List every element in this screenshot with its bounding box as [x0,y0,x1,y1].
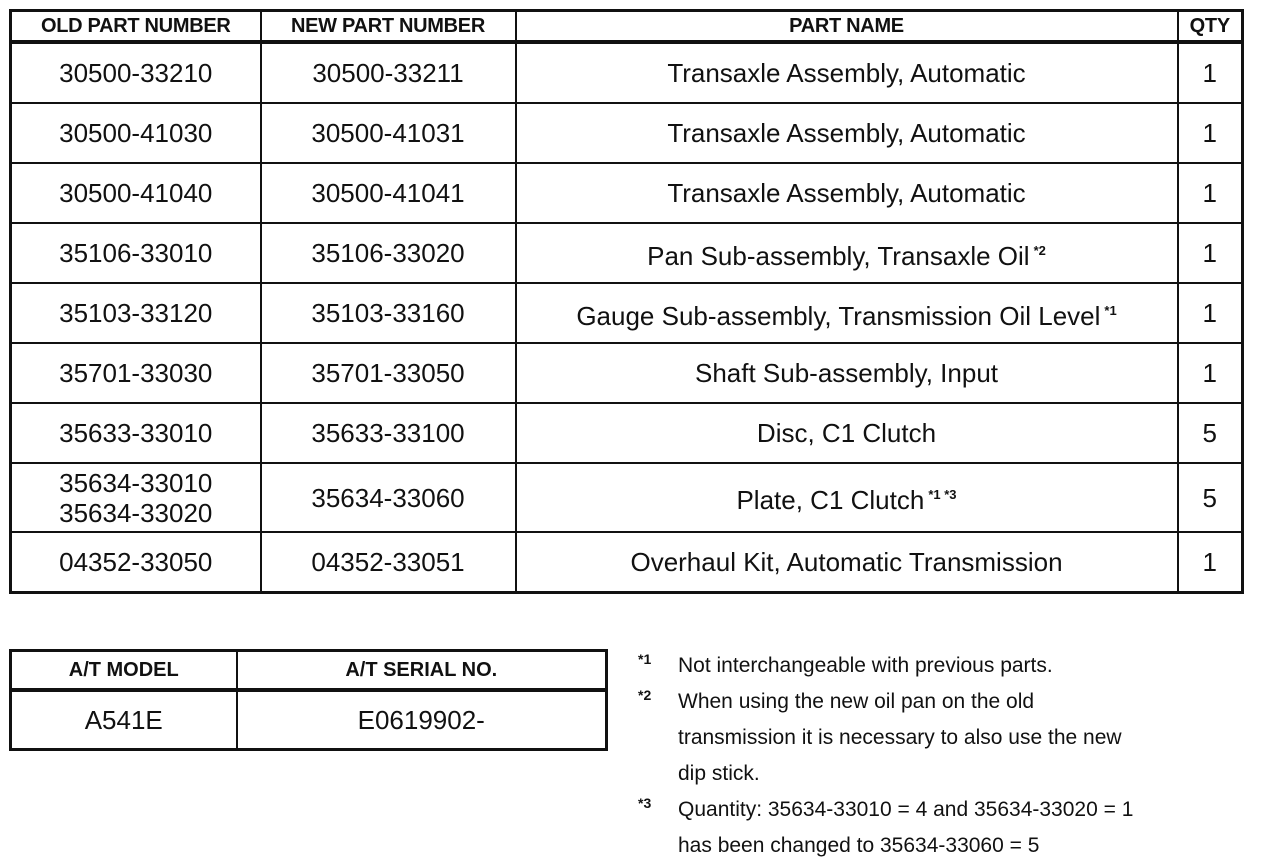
old-part-number-value: 35106-33010 [59,238,213,268]
qty: 1 [1178,223,1243,283]
old-part-number-value: 35633-33010 [59,418,213,448]
old-part-number [11,223,261,283]
footnote [638,684,1238,792]
old-part-number-value: 35103-33120 [59,298,213,328]
part-name-text: Transaxle Assembly, Automatic [667,58,1026,88]
table-row [11,42,1243,103]
header-at-serial: A/T SERIAL NO. [237,651,607,691]
qty: 1 [1178,532,1243,593]
footnote-line: has been changed to 35634-33060 = 5 [678,834,1040,857]
qty: 1 [1178,103,1243,163]
footnotes [638,648,1238,864]
footnote [638,648,1238,684]
footnote-text [678,648,1238,684]
old-part-number [11,403,261,463]
footnote [638,792,1238,864]
parts-table [9,9,1244,594]
old-part-number-value: 35634-33010 [59,467,213,498]
qty: 1 [1178,163,1243,223]
footnote-line: Not interchangeable with previous parts. [678,654,1053,677]
model-row [11,690,607,750]
new-part-number: 35103-33160 [261,283,516,343]
new-part-number: 04352-33051 [261,532,516,593]
header-new-part-number: NEW PART NUMBER [261,11,516,43]
at-model-value: A541E [11,690,237,750]
footnote-line: dip stick. [678,762,760,785]
part-name [516,463,1178,532]
header-old-part-number: OLD PART NUMBER [11,11,261,43]
table-row [11,283,1243,343]
model-table [9,649,608,751]
new-part-number: 35634-33060 [261,463,516,532]
parts-header-row [11,11,1243,43]
table-row [11,343,1243,403]
part-name-text: Shaft Sub-assembly, Input [694,358,998,388]
old-part-number-value: 30500-41040 [59,178,213,208]
part-name [516,343,1178,403]
old-part-number-value: 04352-33050 [59,547,213,577]
qty: 1 [1178,283,1243,343]
qty: 1 [1178,343,1243,403]
part-name [516,403,1178,463]
table-row [11,103,1243,163]
old-part-number [11,463,261,532]
header-part-name: PART NAME [516,11,1178,43]
part-name [516,163,1178,223]
table-row [11,532,1243,593]
table-row [11,223,1243,283]
footnote-line: transmission it is necessary to also use the new [678,726,1122,749]
footnote-text [678,792,1238,864]
footnote-marker: *1 *3 [928,487,957,502]
old-part-number-value: 35701-33030 [59,358,213,388]
table-row [11,163,1243,223]
footnote-mark: *2 [638,687,652,703]
qty: 1 [1178,42,1243,103]
parts-body [11,42,1243,593]
old-part-number [11,283,261,343]
old-part-number [11,163,261,223]
part-name-text: Transaxle Assembly, Automatic [667,178,1026,208]
qty: 5 [1178,463,1243,532]
table-row [11,403,1243,463]
new-part-number: 35633-33100 [261,403,516,463]
part-name [516,532,1178,593]
qty: 5 [1178,403,1243,463]
old-part-number [11,42,261,103]
at-serial-value: E0619902- [237,690,607,750]
new-part-number: 30500-41031 [261,103,516,163]
old-part-number-value: 35634-33020 [59,497,213,528]
part-name [516,223,1178,283]
footnote-marker: *1 [1104,302,1117,318]
part-name-text: Overhaul Kit, Automatic Transmission [630,547,1063,577]
old-part-number-value: 30500-41030 [59,118,213,148]
new-part-number: 30500-41041 [261,163,516,223]
part-name [516,42,1178,103]
old-part-number-value: 30500-33210 [59,58,213,88]
old-part-number [11,103,261,163]
part-name [516,283,1178,343]
part-name-text: Plate, C1 Clutch [736,485,925,515]
part-name-text: Transaxle Assembly, Automatic [667,118,1026,148]
part-name-text: Pan Sub-assembly, Transaxle Oil [647,240,1030,271]
part-name-text: Disc, C1 Clutch [756,418,937,448]
model-header-row [11,651,607,691]
old-part-number [11,343,261,403]
footnote-text [678,684,1238,792]
footnote-line: Quantity: 35634-33010 = 4 and 35634-33020 = 1 [678,798,1134,821]
footnote-mark: *3 [638,795,652,811]
new-part-number: 35106-33020 [261,223,516,283]
part-name [516,103,1178,163]
header-qty: QTY [1178,11,1243,43]
footnote-line: When using the new oil pan on the old [678,690,1035,713]
footnote-mark: *1 [638,651,652,667]
part-name-text: Gauge Sub-assembly, Transmission Oil Level [576,300,1101,331]
new-part-number: 35701-33050 [261,343,516,403]
old-part-number [11,532,261,593]
table-row [11,463,1243,532]
header-at-model: A/T MODEL [11,651,237,691]
new-part-number: 30500-33211 [261,42,516,103]
footnote-marker: *2 [1033,242,1046,258]
